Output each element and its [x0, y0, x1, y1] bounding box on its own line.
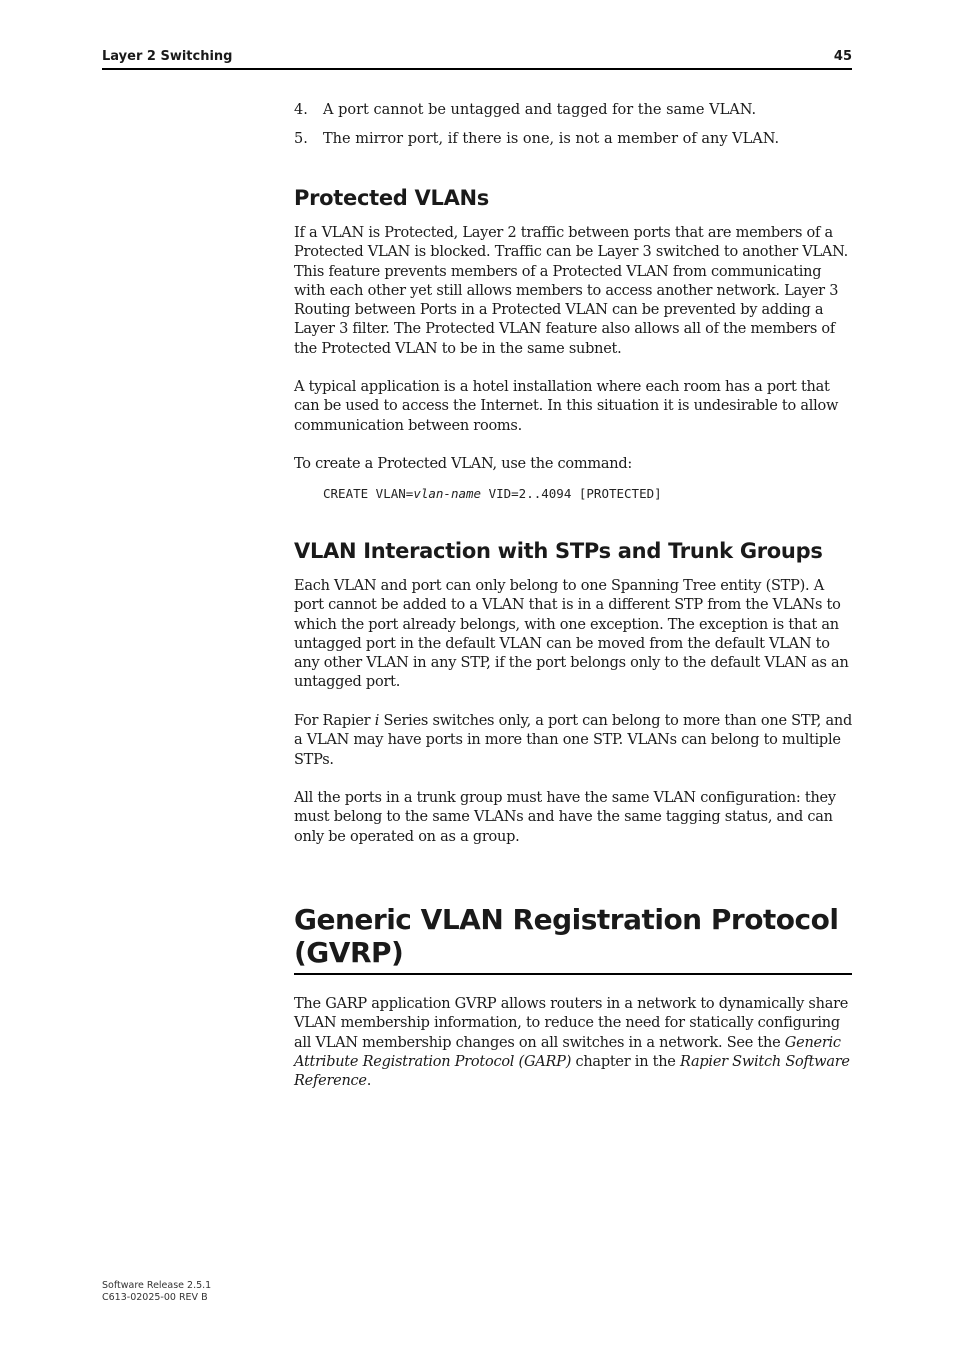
header-title: Layer 2 Switching: [102, 49, 233, 64]
paragraph: To create a Protected VLAN, use the command:: [294, 456, 633, 472]
paragraph: Each VLAN and port can only belong to one Spanning Tree entity (STP). A port cannot be added to a VLAN that is in a different STP from the VLANs to which the port already belongs, with one exception. The exception is that an untagged port in the default VLAN can be moved from the default VLAN to any other VLAN in any STP, if the port belongs only to the default VLAN as an untagged port.: [294, 578, 849, 691]
paragraph: All the ports in a trunk group must have the same VLAN configuration: they must belong to the same VLANs and have the same tagging status, and can only be operated on as a group.: [294, 790, 836, 845]
paragraph: [294, 995, 854, 1091]
text-run: chapter in the: [571, 1053, 680, 1070]
heading-protected-vlans: Protected VLANs: [294, 186, 489, 210]
code-text: CREATE VLAN=: [323, 486, 414, 501]
heading-vlan-interaction: VLAN Interaction with STPs and Trunk Groups: [294, 539, 823, 563]
paragraph: If a VLAN is Protected, Layer 2 traffic between ports that are members of a Protected VLAN is blocked. Traffic can be Layer 3 switched to another VLAN. This feature prevents members of a Protected VLAN from communicating with each other yet still allows members to access another network. Layer 3 Routing between Ports in a Protected VLAN can be prevented by adding a Layer 3 filter. The Protected VLAN feature also allows all of the members of the Protected VLAN to be in the same subnet.: [294, 225, 848, 357]
list-number: 5.: [294, 131, 308, 147]
reference-italic: Generic Attribute Registration Protocol (GARP): [294, 1034, 841, 1070]
list-text: The mirror port, if there is one, is not a member of any VLAN.: [323, 131, 780, 147]
text-run-italic: i: [374, 713, 380, 729]
text-run: Series switches only, a port can belong to more than one STP, and a VLAN may have ports in more than one STP. VLANs can belong to multiple STPs.: [294, 713, 853, 768]
chapter-heading-gvrp: [294, 903, 852, 975]
text-run: The GARP application GVRP allows routers in a network to dynamically share VLAN membership information, to reduce the need for statically configuring all VLAN membership changes on all switches in a network. See the: [294, 996, 849, 1051]
text-run: .: [366, 1073, 372, 1090]
page-number: 45: [833, 49, 852, 64]
command-example: [323, 486, 662, 501]
list-text: A port cannot be untagged and tagged for the same VLAN.: [323, 102, 757, 118]
heading-line: Generic VLAN Registration Protocol: [294, 903, 839, 936]
heading-line: (GVRP): [294, 936, 404, 969]
code-text: VID=2..4094 [PROTECTED]: [481, 486, 662, 501]
list-number: 4.: [294, 102, 308, 118]
running-header: [102, 48, 852, 70]
footer: [102, 1280, 211, 1304]
footer-release: Software Release 2.5.1: [102, 1280, 212, 1291]
paragraph: [294, 712, 854, 770]
code-param: vlan-name: [413, 486, 482, 501]
paragraph: A typical application is a hotel installation where each room has a port that can be used to access the Internet. In this situation it is undesirable to allow communication between rooms.: [294, 379, 839, 434]
text-run: For Rapier: [294, 713, 375, 729]
footer-docid: C613-02025-00 REV B: [102, 1292, 208, 1303]
reference-italic: Rapier Switch Software Reference: [294, 1053, 850, 1090]
